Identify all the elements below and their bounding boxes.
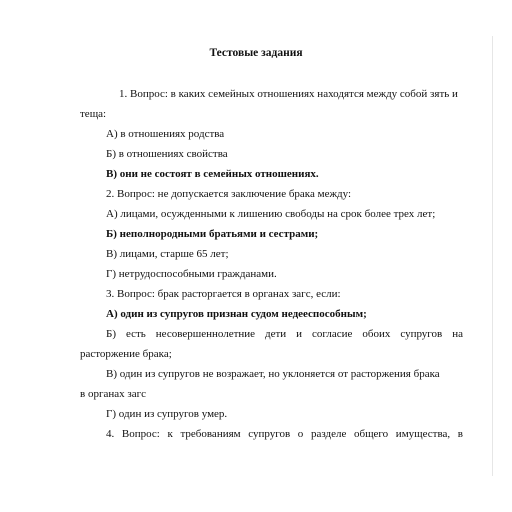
- question-3-line-1: 3. Вопрос: брак расторгается в органах загс, если:: [106, 288, 341, 300]
- question-1-option-a: А) в отношениях родства: [106, 128, 225, 140]
- question-3-option-b-line-2: расторжение брака;: [80, 348, 172, 360]
- question-3-option-b-line-1: Б) есть несовершеннолетние дети и согласие обоих супругов на: [106, 328, 463, 340]
- question-2-option-c: В) лицами, старше 65 лет;: [106, 248, 229, 260]
- question-1-option-b: Б) в отношениях свойства: [106, 148, 228, 160]
- question-4-line-1: 4. Вопрос: к требованиям супругов о разделе общего имущества, в: [106, 428, 463, 440]
- question-3-option-a-answer: А) один из супругов признан судом недееспособным;: [106, 308, 367, 320]
- page-edge-divider: [492, 36, 493, 476]
- question-1-line-2: теща:: [80, 108, 107, 120]
- question-2-option-a: А) лицами, осужденными к лишению свободы на срок более трех лет;: [106, 208, 436, 220]
- question-3-option-c-line-2: в органах загс: [80, 388, 146, 400]
- question-2-option-b-answer: Б) неполнородными братьями и сестрами;: [106, 228, 319, 240]
- question-2-line-1: 2. Вопрос: не допускается заключение брака между:: [106, 188, 352, 200]
- question-3-option-c-line-1: В) один из супругов не возражает, но уклоняется от расторжения брака: [106, 368, 440, 380]
- question-1-option-c-answer: В) они не состоят в семейных отношениях.: [106, 168, 319, 180]
- question-1-line-1: 1. Вопрос: в каких семейных отношениях находятся между собой зять и: [119, 88, 458, 100]
- document-title: Тестовые задания: [209, 47, 303, 59]
- question-2-option-d: Г) нетрудоспособными гражданами.: [106, 268, 277, 280]
- question-3-option-d: Г) один из супругов умер.: [106, 408, 228, 420]
